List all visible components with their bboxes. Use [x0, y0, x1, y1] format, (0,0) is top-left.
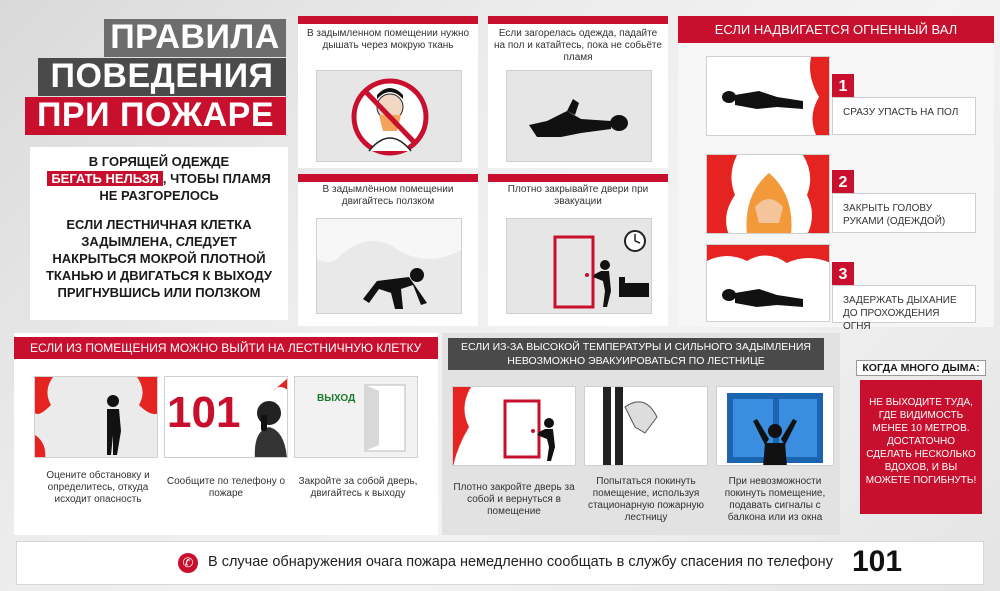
closing-door-icon — [453, 387, 576, 466]
footer-text: В случае обнаружения очага пожара немедленно сообщать в службу спасения по телефону — [208, 554, 833, 570]
stairs-blocked-header — [448, 338, 824, 370]
header-line-1: ЕСЛИ ИЗ-ЗА ВЫСОКОЙ ТЕМПЕРАТУРЫ И СИЛЬНОГО ЗАДЫМЛЕНИЯ — [461, 341, 811, 353]
close-doors-picture — [506, 218, 652, 314]
lying-person-icon — [707, 57, 830, 136]
smoke-header: КОГДА МНОГО ДЫМА: — [856, 360, 986, 376]
exit-sign: ВЫХОД — [317, 393, 356, 404]
stairs-ok-header: ЕСЛИ ИЗ ПОМЕЩЕНИЯ МОЖНО ВЫЙТИ НА ЛЕСТНИЧНУЮ КЛЕТКУ — [14, 337, 438, 359]
fire-ladder-icon — [585, 387, 708, 466]
fall-down-picture — [706, 56, 830, 136]
tile-caption: В задымлённом помещении двигайтесь ползком — [322, 184, 454, 207]
wet-cloth-picture — [316, 70, 462, 162]
rule-text-after: , ЧТОБЫ ПЛАМЯ НЕ РАЗГОРЕЛОСЬ — [99, 171, 271, 203]
smoky-stairs-rule: ЕСЛИ ЛЕСТНИЧНАЯ КЛЕТКА ЗАДЫМЛЕНА, СЛЕДУЕТ НАКРЫТЬСЯ МОКРОЙ ПЛОТНОЙ ТКАНЬЮ И ДВИГАТЬСЯ К ВЫХОДУ ПРИГНУВШИСЬ ИЛИ ПОЛЗКОМ — [45, 217, 272, 300]
exit-caption: Закройте за собой дверь, двигайтесь к выходу — [298, 476, 418, 499]
step-number-1: 1 — [832, 74, 854, 99]
call-caption: Сообщите по телефону о пожаре — [166, 476, 286, 499]
title-line-2: ПОВЕДЕНИЯ — [38, 58, 286, 96]
rule-text-before: В ГОРЯЩЕЙ ОДЕЖДЕ — [88, 154, 230, 169]
tile-header-bar — [298, 16, 478, 24]
assess-picture — [34, 376, 158, 458]
covering-head-icon — [707, 155, 830, 234]
left-info-box — [30, 147, 288, 320]
smoke-warning: НЕ ВЫХОДИТЕ ТУДА, ГДЕ ВИДИМОСТЬ МЕНЕЕ 10 МЕТРОВ. ДОСТАТОЧНО СДЕЛАТЬ НЕСКОЛЬКО ВДОХОВ, И ВЫ МОЖЕТЕ ПОГИБНУТЬ! — [860, 380, 982, 514]
emergency-number: 101 — [852, 545, 903, 578]
tile-caption: В задымленном помещении нужно дышать через мокрую ткань — [306, 28, 470, 51]
cover-head-picture — [706, 154, 830, 234]
window-signal-caption: При невозможности покинуть помещение, подавать сигналы с балкона или из окна — [724, 476, 826, 523]
fire-ladder-picture — [584, 386, 708, 466]
tile-header-bar — [488, 16, 668, 24]
return-room-caption: Плотно закройте дверь за собой и вернуться в помещение — [453, 482, 575, 517]
title-line-1: ПРАВИЛА — [104, 19, 286, 57]
return-room-picture — [452, 386, 576, 466]
standing-person-icon — [35, 377, 158, 458]
roll-on-floor-picture — [506, 70, 652, 162]
call-picture — [164, 376, 288, 458]
step-number-2: 2 — [832, 170, 854, 195]
no-smoke-breathing-icon — [317, 71, 462, 162]
closing-door-icon — [507, 219, 652, 314]
step-text-1: СРАЗУ УПАСТЬ НА ПОЛ — [832, 97, 976, 135]
tile-caption: Плотно закрывайте двери при эвакуации — [507, 184, 649, 207]
phone-call-icon — [165, 377, 288, 458]
step-number-3: 3 — [832, 262, 854, 287]
title-line-3: ПРИ ПОЖАРЕ — [25, 97, 286, 135]
hold-breath-picture — [706, 244, 830, 322]
tile-header-bar — [488, 174, 668, 182]
exit-picture — [294, 376, 418, 458]
tile-header-bar — [298, 174, 478, 182]
phone-icon: ✆ — [178, 553, 198, 573]
step-text-3: ЗАДЕРЖАТЬ ДЫХАНИЕ ДО ПРОХОЖДЕНИЯ ОГНЯ — [832, 285, 976, 323]
lying-person-icon — [507, 71, 652, 162]
header-line-2: НЕВОЗМОЖНО ЭВАКУИРОВАТЬСЯ ПО ЛЕСТНИЦЕ — [507, 355, 765, 367]
assess-caption: Оцените обстановку и определитесь, откуда исходит опасность — [46, 470, 150, 505]
lying-person-icon — [707, 245, 830, 322]
tile-caption: Если загорелась одежда, падайте на пол и катайтесь, пока не собьёте пламя — [494, 28, 662, 63]
window-signal-picture — [716, 386, 834, 466]
window-signal-icon — [717, 387, 834, 466]
burning-clothes-rule — [38, 153, 280, 204]
crawl-picture — [316, 218, 462, 314]
fire-ladder-caption: Попытаться покинуть помещение, используя стационарную пожарную лестницу — [587, 476, 705, 523]
do-not-run-badge: БЕГАТЬ НЕЛЬЗЯ — [47, 171, 163, 186]
step-text-2: ЗАКРЫТЬ ГОЛОВУ РУКАМИ (ОДЕЖДОЙ) — [832, 193, 976, 233]
crawling-person-icon — [317, 219, 462, 314]
fire-wave-header: ЕСЛИ НАДВИГАЕТСЯ ОГНЕННЫЙ ВАЛ — [678, 16, 994, 43]
open-door-icon — [295, 377, 418, 458]
phone-number-graphic: 101 — [167, 388, 241, 437]
